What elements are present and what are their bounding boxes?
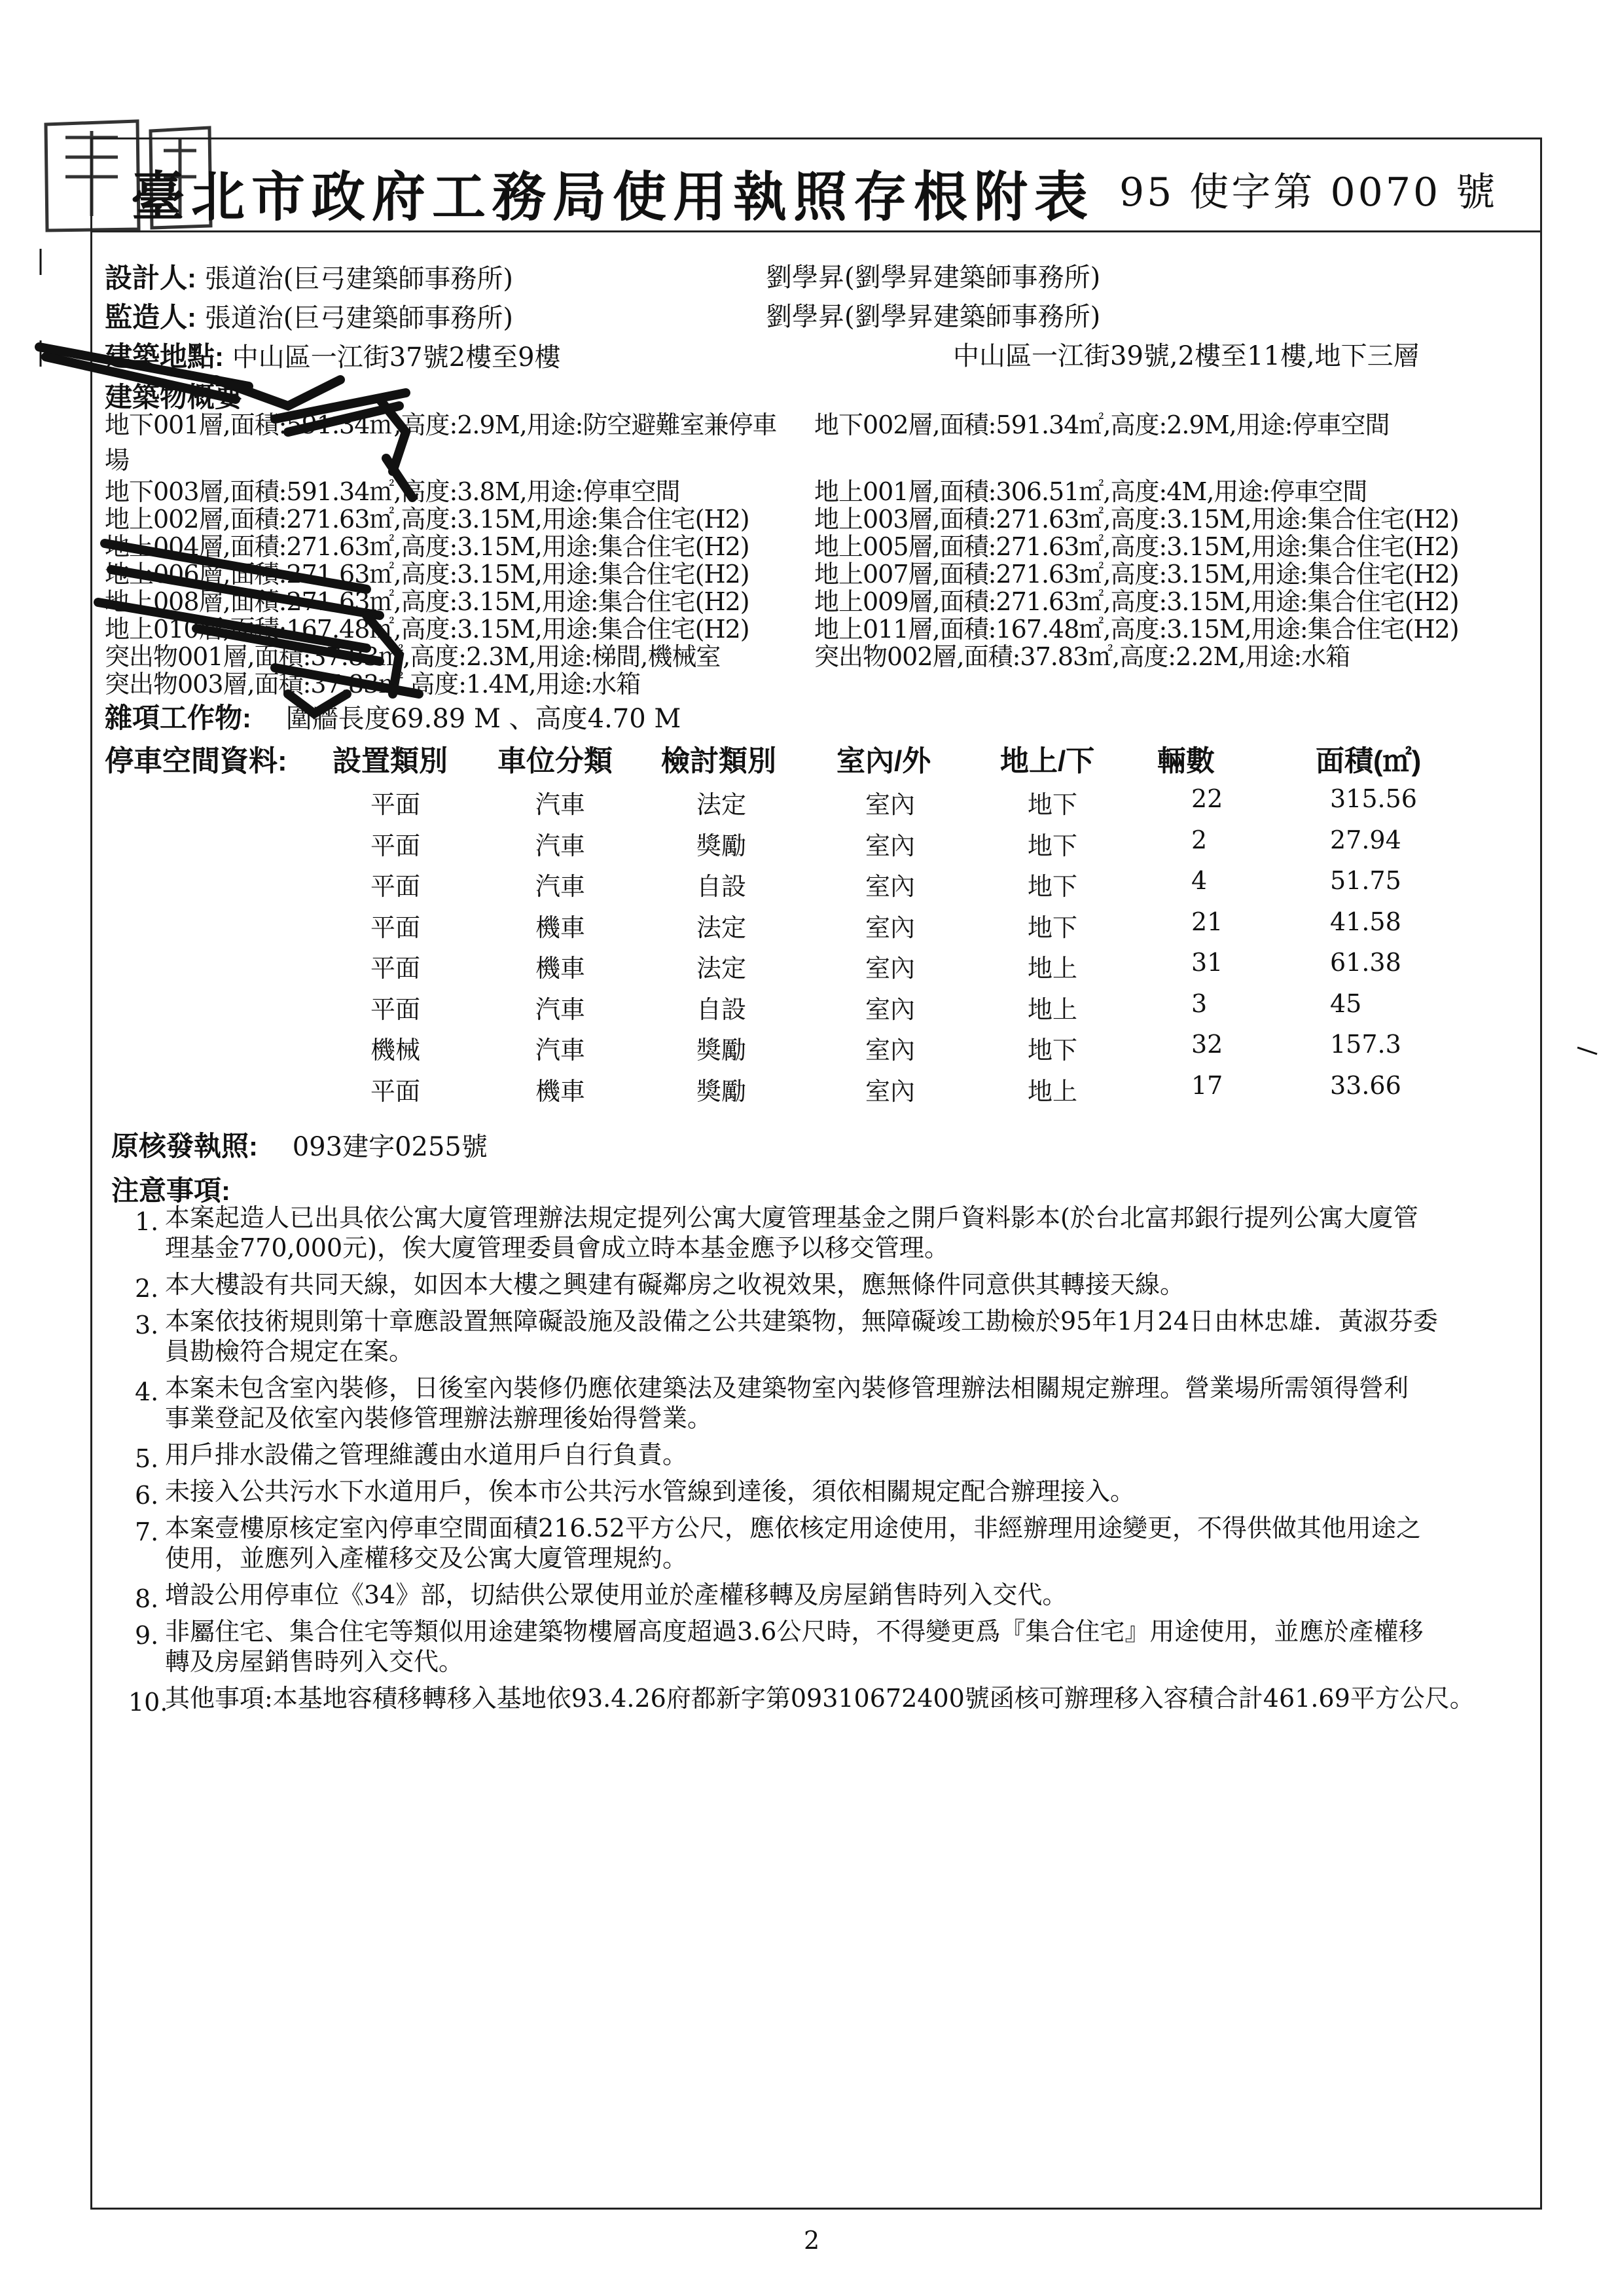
document-title: 臺北市政府工務局使用執照存根附表 (131, 166, 1095, 228)
parking-cell: 22 (1191, 784, 1223, 813)
floor-entry: 地上009層,面積:271.63㎡,高度:3.15M,用途:集合住宅(H2) (814, 587, 1459, 616)
floor-entry: 突出物001層,面積:37.83㎡,高度:2.3M,用途:梯間,機械室 (105, 642, 721, 671)
designer-1: 張道治(巨弓建築師事務所) (204, 264, 513, 294)
parking-cell: 法定 (696, 913, 747, 942)
floor-entry: 突出物003層,面積:37.83㎡,高度:1.4M,用途:水箱 (105, 670, 641, 699)
parking-cell: 室內 (865, 790, 916, 819)
parking-cell: 157.3 (1330, 1030, 1401, 1059)
permit-number: 95 使字第 0070 號 (1119, 170, 1498, 215)
document-frame (90, 137, 1542, 2210)
note-text-line: 本大樓設有共同天線，如因本大樓之興建有礙鄰房之收視效果，應無條件同意供其轉接天線。 (165, 1270, 1185, 1299)
parking-cell: 獎勵 (696, 1076, 747, 1106)
parking-cell: 平面 (370, 1076, 421, 1106)
parking-cell: 41.58 (1330, 907, 1401, 936)
parking-cell: 地下 (1028, 831, 1078, 860)
parking-cell: 室內 (865, 872, 916, 901)
parking-cell: 自設 (696, 994, 747, 1024)
parking-cell: 17 (1191, 1070, 1223, 1100)
parking-cell: 平面 (370, 790, 421, 819)
parking-cell: 室內 (865, 913, 916, 942)
parking-column-header: 檢討類別 (661, 745, 776, 777)
floor-entry: 地上006層,面積:271.63㎡,高度:3.15M,用途:集合住宅(H2) (105, 560, 749, 589)
note-number: 6. (135, 1481, 159, 1510)
note-text-line: 本案壹樓原核定室內停車空間面積216.52平方公尺，應依核定用途使用，非經辦理用途變更，不得供做其他用途之 (165, 1514, 1421, 1542)
parking-cell: 機車 (535, 913, 586, 942)
parking-column-header: 面積(㎡) (1316, 745, 1422, 777)
parking-column-header: 地上/下 (1000, 745, 1095, 777)
supervisor-2: 劉學昇(劉學昇建築師事務所) (766, 302, 1101, 332)
note-text-line: 員勘檢符合規定在案。 (165, 1337, 414, 1366)
site-address-2: 中山區一江街39號,2樓至11樓,地下三層 (953, 341, 1420, 371)
note-number: 4. (135, 1377, 159, 1406)
floor-entry: 場 (105, 446, 130, 475)
floor-entry: 地上005層,面積:271.63㎡,高度:3.15M,用途:集合住宅(H2) (814, 532, 1459, 561)
parking-cell: 平面 (370, 954, 421, 983)
parking-column-header: 輛數 (1157, 745, 1215, 777)
note-text-line: 其他事項:本基地容積移轉移入基地依93.4.26府都新字第09310672400號函核可辦理移入容積合計461.69平方公尺。 (165, 1684, 1475, 1713)
note-number: 8. (135, 1584, 159, 1613)
parking-cell: 3 (1191, 989, 1208, 1018)
floor-entry: 地下002層,面積:591.34㎡,高度:2.9M,用途:停車空間 (814, 410, 1390, 439)
parking-cell: 室內 (865, 1076, 916, 1106)
parking-column-header: 室內/外 (836, 745, 931, 777)
site-address-1: 中山區一江街37號2樓至9樓 (232, 342, 561, 373)
note-text-line: 本案起造人已出具依公寓大廈管理辦法規定提列公寓大廈管理基金之開戶資料影本(於台北富邦銀行提列公寓大廈管 (165, 1203, 1418, 1232)
supervisor-1: 張道治(巨弓建築師事務所) (204, 303, 513, 333)
parking-cell: 機車 (535, 1076, 586, 1106)
parking-cell: 獎勵 (696, 831, 747, 860)
parking-cell: 315.56 (1330, 784, 1417, 813)
note-text-line: 使用，並應列入產權移交及公寓大廈管理規約。 (165, 1544, 688, 1573)
parking-cell: 機械 (370, 1036, 421, 1065)
parking-cell: 汽車 (535, 1036, 586, 1065)
parking-cell: 31 (1191, 948, 1223, 977)
note-text-line: 本案未包含室內裝修，日後室內裝修仍應依建築法及建築物室內裝修管理辦法相關規定辦理。營業場所需領得營利 (165, 1374, 1409, 1402)
parking-cell: 地下 (1028, 790, 1078, 819)
parking-cell: 33.66 (1330, 1070, 1401, 1100)
floor-entry: 地下001層,面積:591.34㎡,高度:2.9M,用途:防空避難室兼停車 (105, 410, 777, 439)
parking-cell: 45 (1330, 989, 1362, 1018)
floor-entry: 地上008層,面積:271.63㎡,高度:3.15M,用途:集合住宅(H2) (105, 587, 749, 616)
note-text-line: 事業登記及依室內裝修管理辦法辦理後始得營業。 (165, 1404, 713, 1432)
parking-cell: 室內 (865, 1036, 916, 1065)
parking-column-header: 設置類別 (333, 745, 448, 777)
parking-cell: 2 (1191, 825, 1208, 854)
note-number: 7. (135, 1518, 159, 1546)
note-number: 1. (135, 1207, 159, 1236)
note-number: 2. (135, 1274, 159, 1303)
note-number: 5. (135, 1444, 159, 1473)
floor-entry: 地上002層,面積:271.63㎡,高度:3.15M,用途:集合住宅(H2) (105, 505, 749, 534)
misc-works-value: 圍牆長度69.89 M 、高度4.70 M (285, 704, 681, 734)
parking-cell: 地下 (1028, 1036, 1078, 1065)
parking-column-header: 車位分類 (497, 745, 613, 777)
parking-cell: 地上 (1028, 994, 1078, 1024)
parking-cell: 51.75 (1330, 866, 1401, 895)
parking-cell: 平面 (370, 913, 421, 942)
misc-works-label: 雜項工作物: (105, 702, 251, 733)
parking-label: 停車空間資料: (105, 745, 287, 777)
parking-cell: 4 (1191, 866, 1208, 895)
parking-cell: 地上 (1028, 1076, 1078, 1106)
note-text-line: 理基金770,000元)，俟大廈管理委員會成立時本基金應予以移交管理。 (165, 1233, 949, 1262)
supervisor-label: 監造人: (105, 302, 196, 333)
parking-cell: 21 (1191, 907, 1223, 936)
parking-cell: 地下 (1028, 913, 1078, 942)
page-number: 2 (804, 2226, 820, 2255)
note-text-line: 轉及房屋銷售時列入交代。 (165, 1647, 464, 1676)
parking-cell: 室內 (865, 954, 916, 983)
note-number: 3. (135, 1311, 159, 1339)
note-text-line: 未接入公共污水下水道用戶，俟本市公共污水管線到達後，須依相關規定配合辦理接入。 (165, 1477, 1136, 1506)
parking-cell: 地下 (1028, 872, 1078, 901)
designer-label: 設計人: (105, 263, 196, 293)
floor-entry: 地上004層,面積:271.63㎡,高度:3.15M,用途:集合住宅(H2) (105, 532, 749, 561)
notes-label: 注意事項: (111, 1175, 230, 1206)
floor-entry: 地上003層,面積:271.63㎡,高度:3.15M,用途:集合住宅(H2) (814, 505, 1459, 534)
floor-entry: 地上001層,面積:306.51㎡,高度:4M,用途:停車空間 (814, 477, 1367, 506)
parking-cell: 地上 (1028, 954, 1078, 983)
designer-2: 劉學昇(劉學昇建築師事務所) (766, 263, 1101, 293)
parking-cell: 自設 (696, 872, 747, 901)
parking-cell: 汽車 (535, 831, 586, 860)
floor-entry: 地上007層,面積:271.63㎡,高度:3.15M,用途:集合住宅(H2) (814, 560, 1459, 589)
original-permit-row (111, 1125, 488, 1164)
parking-cell: 汽車 (535, 872, 586, 901)
parking-cell: 汽車 (535, 994, 586, 1024)
note-number: 10. (128, 1688, 168, 1717)
note-number: 9. (135, 1621, 159, 1650)
parking-cell: 32 (1191, 1030, 1223, 1059)
note-text-line: 增設公用停車位《34》部，切結供公眾使用並於產權移轉及房屋銷售時列入交代。 (165, 1580, 1068, 1609)
building-summary-label: 建築物概要 (105, 382, 243, 412)
floor-entry: 地上011層,面積:167.48㎡,高度:3.15M,用途:集合住宅(H2) (814, 615, 1459, 644)
parking-cell: 27.94 (1330, 825, 1401, 854)
parking-cell: 機車 (535, 954, 586, 983)
parking-cell: 平面 (370, 831, 421, 860)
note-text-line: 本案依技術規則第十章應設置無障礙設施及設備之公共建築物，無障礙竣工勘檢於95年1月24日由林忠雄．黃淑芬委 (165, 1307, 1438, 1336)
parking-cell: 法定 (696, 954, 747, 983)
original-permit-value: 093建字0255號 (292, 1132, 488, 1162)
site-row (105, 335, 561, 374)
parking-cell: 平面 (370, 994, 421, 1024)
parking-cell: 法定 (696, 790, 747, 819)
parking-cell: 61.38 (1330, 948, 1401, 977)
parking-cell: 室內 (865, 831, 916, 860)
misc-works-row (105, 697, 681, 736)
parking-cell: 平面 (370, 872, 421, 901)
designer-row (105, 257, 513, 296)
site-label: 建築地點: (105, 341, 224, 372)
original-permit-label: 原核發執照: (111, 1131, 258, 1161)
floor-entry: 地上010層,面積:167.48㎡,高度:3.15M,用途:集合住宅(H2) (105, 615, 749, 644)
parking-cell: 汽車 (535, 790, 586, 819)
parking-cell: 室內 (865, 994, 916, 1024)
floor-entry: 突出物002層,面積:37.83㎡,高度:2.2M,用途:水箱 (814, 642, 1350, 671)
note-text-line: 用戶排水設備之管理維護由水道用戶自行負責。 (165, 1440, 688, 1469)
floor-entry: 地下003層,面積:591.34㎡,高度:3.8M,用途:停車空間 (105, 477, 680, 506)
note-text-line: 非屬住宅、集合住宅等類似用途建築物樓層高度超過3.6公尺時，不得變更爲『集合住宅』用途使用，並應於產權移 (165, 1617, 1424, 1646)
supervisor-row (105, 296, 513, 335)
parking-cell: 獎勵 (696, 1036, 747, 1065)
